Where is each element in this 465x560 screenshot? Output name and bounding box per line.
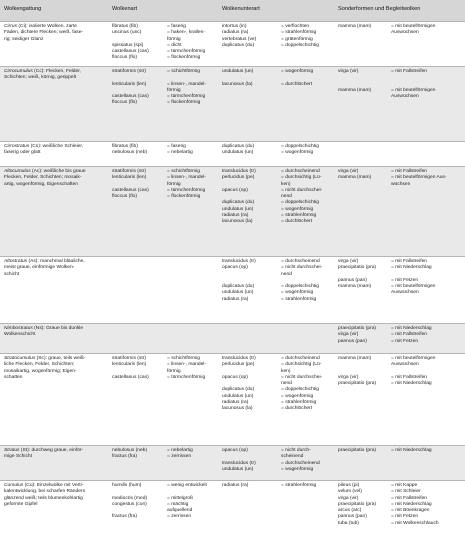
species-line (112, 454, 218, 460)
variety-line (222, 219, 342, 225)
genus-cell (4, 69, 106, 82)
features-cell (338, 483, 464, 527)
genus-description-line: liche Flecken, Felder, Schichten; (4, 362, 75, 368)
genus-description-line: faserig oder glatt (4, 150, 41, 156)
feature-term: praecipitatio (pra) (338, 448, 377, 453)
feature-term: praecipitatio (pra) (338, 265, 377, 271)
species-line (112, 100, 218, 106)
variety-term: undulatus (un) (222, 69, 254, 74)
feature-term: virga (vir) (338, 259, 359, 264)
variety-term: lacunosus (la) (222, 219, 253, 225)
feature-term: praecipitatio (pra) (338, 501, 377, 507)
variety-term: translucidus (tr) (222, 259, 256, 264)
feature-line (338, 521, 464, 527)
variety-meaning: = strahlenförmig (281, 483, 317, 488)
variety-meaning: = nicht durchschei- (281, 265, 323, 271)
table-row (0, 21, 465, 66)
species-meaning: = schichtförmig (167, 169, 201, 174)
feature-term: mamma (mam) (338, 356, 372, 361)
variety-meaning: = wogenförmig (281, 150, 314, 156)
variety-meaning: = durchsichtig (Lü- (281, 175, 322, 181)
variety-term: undulatus (un) (222, 150, 254, 156)
variety-meaning: = doppelschichtig (281, 284, 319, 290)
feature-line (338, 381, 464, 387)
species-term: floccus (flo) (112, 194, 138, 200)
variety-meaning: = wogenförmig (281, 466, 314, 472)
table-row (0, 166, 465, 256)
genus-description-line: Cirrostratus (Cs): weißliche Schleier, (4, 144, 84, 149)
header-features: Sonderformen und Begleitwolken (338, 6, 421, 12)
variety-term: duplicatus (du) (222, 144, 255, 149)
variety-meaning: = durchsichtig (Lü- (281, 362, 322, 368)
feature-term: pannus (pan) (338, 277, 367, 283)
table-row (0, 480, 465, 560)
feature-meaning: = mit beutelförmigen Aus- (391, 175, 447, 181)
species-term: stratiformis (str) (112, 356, 146, 361)
species-cell (112, 483, 218, 521)
genus-description-line: schatten (4, 374, 23, 380)
species-meaning: = schichtförmig (167, 356, 201, 361)
variety-meaning: = durchscheinend (281, 169, 320, 174)
variety-term: translucidus (tr) (222, 169, 256, 174)
variety-meaning: = grätenförmig (281, 36, 313, 42)
species-term: castellanus (cas) (112, 187, 149, 193)
species-term: uncinus (unc) (112, 30, 142, 36)
variety-meaning: = durchlöchert (281, 81, 313, 87)
genus-cell (4, 24, 106, 43)
features-cell (338, 259, 464, 297)
genus-description-line: Cumulus (Cu): Einzelwolke mit Verti- (4, 483, 84, 488)
feature-meaning: = mit Niederschlag (391, 501, 432, 507)
genus-name: Nimbostratus (4, 326, 33, 331)
species-meaning: = türmchenförmig (167, 94, 206, 100)
variety-meaning: = strahlenförmig (281, 400, 317, 406)
species-term: castellanus (cas) (112, 49, 149, 55)
genus-description-line: Cirrus (Ci): isolierte Wolken, zarte (4, 24, 78, 29)
species-meaning: = faserig (167, 144, 186, 149)
genus-name: Altocumulus (4, 169, 31, 174)
species-meaning: förmig (167, 87, 181, 93)
genus-description-line: artig, wogenförmig, Eigenschaften (4, 181, 78, 187)
variety-term: undulatus (un) (222, 206, 254, 212)
variety-term: undulatus (un) (222, 290, 254, 296)
variety-term: radiatus (ra) (222, 213, 249, 219)
feature-term: mamma (mam) (338, 24, 372, 29)
feature-meaning: = mit beutelförmigen (391, 24, 436, 29)
feature-term: praecipitatio (pra) (338, 326, 377, 331)
table-row (0, 323, 465, 353)
variety-line (222, 406, 342, 412)
species-meaning: aufquellend (167, 508, 193, 514)
species-meaning: = zerrissen (167, 514, 192, 520)
species-meaning: = mächtig (167, 501, 189, 507)
variety-line (222, 467, 342, 473)
feature-line (338, 448, 464, 454)
row-divider (0, 445, 465, 446)
species-meaning: = flockenförmig (167, 55, 201, 61)
feature-meaning: Auswüchsen (391, 290, 419, 296)
feature-term: virga (vir) (338, 495, 359, 501)
genus-cell (4, 259, 106, 278)
row-divider (0, 353, 465, 354)
genus-description-line: Nimbostratus (Ns): Graue bis dunkle (4, 326, 84, 331)
variety-meaning: = verflochten (281, 24, 310, 29)
variety-meaning: = doppelschichtig (281, 200, 319, 206)
variety-cell (222, 448, 342, 473)
variety-term: translucidus (tr) (222, 356, 256, 361)
feature-term: mamma (mam) (338, 87, 372, 93)
variety-term: opacus (op) (222, 187, 248, 193)
species-meaning: förmig (167, 181, 181, 187)
variety-term: intortus (in) (222, 24, 247, 29)
species-meaning: = türmchenförmig (167, 49, 206, 55)
feature-meaning: = mit Fallstreifen (391, 259, 428, 264)
feature-term: mamma (mam) (338, 175, 372, 181)
variety-term: duplicatus (du) (222, 284, 255, 290)
variety-term: duplicatus (du) (222, 387, 255, 393)
variety-term: opacus (op) (222, 265, 248, 271)
header-variety: Wolkenunterart (222, 6, 260, 12)
genus-description-line: mosaikartig, wogenförmig; Eigen- (4, 368, 77, 374)
species-meaning: = nebelartig (167, 448, 193, 453)
feature-meaning: = mit Niederschlag (391, 381, 432, 387)
variety-term: duplicatus (du) (222, 42, 255, 48)
variety-meaning: = doppelschichtig (281, 42, 319, 48)
genus-description-line: meist graue, einförmige Wolken- (4, 265, 75, 271)
variety-meaning: = doppelschichtig (281, 144, 319, 149)
variety-cell (222, 259, 342, 303)
feature-line (338, 94, 464, 100)
genus-description-line: Cirrocumulus (Cc): Flecken, Felder, (4, 69, 81, 74)
variety-term: radiatus (ra) (222, 483, 249, 488)
genus-description-line: Altocumulus (Ac): weißliche bis graue (4, 169, 86, 174)
feature-meaning: = mit Schleier (391, 489, 421, 495)
feature-meaning: wüchsen (391, 181, 411, 187)
genus-cell (4, 144, 106, 157)
genus-description-line: mige Schicht (4, 454, 32, 460)
table-row (0, 353, 465, 445)
species-term: congestus (con) (112, 501, 147, 507)
header-genus: Wolkengattung (4, 6, 42, 12)
row-divider (0, 256, 465, 257)
row-divider (0, 141, 465, 142)
species-line (112, 55, 218, 61)
variety-cell (222, 144, 342, 157)
variety-cell (222, 169, 342, 226)
species-cell (112, 69, 218, 107)
species-term: spissatus (spi) (112, 42, 144, 48)
feature-term: arcus (arc) (338, 508, 362, 514)
variety-line (222, 483, 342, 489)
species-term: humilis (hum) (112, 483, 142, 488)
species-term: nebulosus (neb) (112, 448, 148, 453)
variety-term: radiatus (ra) (222, 30, 249, 36)
species-meaning: = nebelartig (167, 150, 193, 156)
genus-cell (4, 483, 106, 508)
variety-term: radiatus (ra) (222, 296, 249, 302)
species-term: stratiformis (str) (112, 69, 146, 74)
table-row (0, 141, 465, 166)
features-cell (338, 326, 464, 345)
genus-description-line: Stratus (St): durchweg graue, einför- (4, 448, 84, 453)
species-meaning: = wenig entwickelt (167, 483, 207, 488)
genus-description-line: rig; seidiger Glanz (4, 36, 44, 42)
feature-meaning: = mit Fetzen (391, 277, 419, 283)
genus-name: Cumulus (4, 483, 24, 488)
variety-line (222, 297, 342, 303)
variety-meaning: = nicht durch- (281, 448, 311, 453)
feature-meaning: Auswüchsen (391, 30, 419, 36)
feature-line (338, 182, 464, 188)
variety-term: radiatus (ra) (222, 400, 249, 406)
genus-name: Stratocumulus (4, 356, 36, 361)
genus-name: Cirrus (4, 24, 18, 29)
variety-line (222, 43, 342, 49)
variety-meaning: = wogenförmig (281, 393, 314, 399)
genus-name: Stratus (4, 448, 20, 453)
variety-meaning: = strahlenförmig (281, 30, 317, 36)
species-meaning: förmig (167, 368, 181, 374)
species-cell (112, 356, 218, 381)
species-meaning: = schichtförmig (167, 69, 201, 74)
species-meaning: = linsen-, mandel- (167, 362, 207, 368)
variety-meaning: scheinend (281, 454, 304, 460)
variety-line (222, 150, 342, 156)
genus-name: Cirrocumulus (4, 69, 33, 74)
variety-meaning: ken) (281, 181, 291, 187)
genus-cell (4, 448, 106, 461)
species-cell (112, 24, 218, 62)
variety-meaning: = nicht durchschei- (281, 187, 323, 193)
variety-meaning: = durchscheinend (281, 356, 320, 361)
feature-meaning: = mit Fetzen (391, 514, 419, 520)
variety-meaning: nend (281, 194, 292, 200)
feature-line (338, 339, 464, 345)
variety-meaning: = durchscheinend (281, 259, 320, 264)
variety-term: opacus (op) (222, 374, 248, 380)
feature-term: virga (vir) (338, 169, 359, 174)
variety-meaning: = strahlenförmig (281, 296, 317, 302)
species-term: fibratus (fib) (112, 24, 138, 29)
variety-meaning: = wogenförmig (281, 290, 314, 296)
variety-meaning: nend (281, 381, 292, 387)
genus-name: Altostratus (4, 259, 28, 264)
feature-meaning: = mit Kappe (391, 483, 418, 488)
species-meaning: förmig (167, 36, 181, 42)
feature-meaning: Auswüchsen (391, 362, 419, 368)
feature-meaning: = mit Fallstreifen (391, 69, 428, 74)
variety-meaning: = durchscheinend (281, 460, 320, 466)
variety-term: undulatus (un) (222, 393, 254, 399)
genus-description-line: Flecken, Felder, Schichten; mosaik- (4, 175, 82, 181)
feature-term: velum (vel) (338, 489, 362, 495)
species-term: floccus (flo) (112, 55, 138, 61)
species-term: mediocris (med) (112, 495, 148, 501)
table-header (0, 0, 465, 21)
species-term: fibratus (fib) (112, 144, 138, 149)
feature-meaning: = mit beutelförmigen (391, 356, 436, 361)
header-species: Wolkenart (112, 6, 138, 12)
species-meaning: = türmchenförmig (167, 374, 206, 380)
species-meaning: = zerrissen (167, 454, 192, 460)
genus-description-line: Fäden, dichtere Flecken; weiß, fase- (4, 30, 84, 36)
genus-cell (4, 326, 106, 339)
feature-meaning: = mit Niederschlag (391, 326, 432, 331)
species-line (112, 150, 218, 156)
variety-cell (222, 24, 342, 49)
genus-description-line: glänzend weiß; teils blumenkohlartig (4, 495, 83, 501)
species-meaning: = flockenförmig (167, 100, 201, 106)
table-row (0, 66, 465, 141)
features-cell (338, 69, 464, 100)
feature-meaning: = mit Niederschlag (391, 448, 432, 453)
feature-meaning: = mit beutelförmigen (391, 284, 436, 290)
variety-term: translucidus (tr) (222, 460, 256, 466)
variety-line (222, 82, 342, 88)
species-meaning: = türmchenförmig (167, 187, 206, 193)
features-cell (338, 169, 464, 188)
species-meaning: = flockenförmig (167, 194, 201, 200)
species-term: castellanus (cas) (112, 374, 149, 380)
species-term: castellanus (cas) (112, 94, 149, 100)
table-row (0, 256, 465, 323)
feature-meaning: = mit Niederschlag (391, 265, 432, 271)
variety-meaning: = durchlöchert (281, 219, 313, 225)
genus-description-line: Stratocumulus (Sc): graue, teils weiß- (4, 356, 86, 361)
species-line (112, 375, 218, 381)
genus-description-line: schicht (4, 271, 20, 277)
species-term: fractus (fra) (112, 454, 138, 460)
feature-term: praecipitatio (pra) (338, 381, 377, 387)
genus-cell (4, 169, 106, 188)
row-divider (0, 166, 465, 167)
feature-term: virga (vir) (338, 374, 359, 380)
variety-cell (222, 69, 342, 88)
row-divider (0, 66, 465, 67)
variety-meaning: = durchlöchert (281, 406, 313, 412)
variety-meaning: = wogenförmig (281, 69, 314, 74)
genus-description-line: Altostratus (As): manchmal bläuliche, (4, 259, 85, 264)
genus-name: Cirrostratus (4, 144, 30, 149)
feature-term: virga (vir) (338, 69, 359, 74)
genus-description-line: Wolkenschicht (4, 332, 36, 338)
variety-meaning: = wogenförmig (281, 206, 314, 212)
feature-meaning: Auswüchsen (391, 94, 419, 100)
feature-meaning: = mit beutelförmigen (391, 87, 436, 93)
variety-meaning: = doppelschichtig (281, 387, 319, 393)
species-term: floccus (flo) (112, 100, 138, 106)
species-meaning: = mittelgroß (167, 495, 193, 501)
features-cell (338, 24, 464, 37)
variety-term: undulatus (un) (222, 466, 254, 472)
features-cell (338, 356, 464, 387)
variety-cell (222, 483, 342, 489)
feature-meaning: = mit Fallstreifen (391, 495, 428, 501)
variety-term: opacus (op) (222, 448, 248, 453)
genus-description-line: geformte Gipfel (4, 501, 38, 507)
feature-term: mamma (mam) (338, 284, 372, 290)
variety-cell (222, 356, 342, 413)
feature-line (338, 30, 464, 36)
species-term: lenticularis (len) (112, 175, 147, 181)
genus-description-line: kalentwicklung, bei scharfen Rändern (4, 489, 86, 495)
variety-term: perlucidus (pe) (222, 362, 255, 368)
species-meaning: = faserig (167, 24, 186, 29)
species-line (112, 514, 218, 520)
row-divider (0, 21, 465, 22)
feature-meaning: = mit Wolkenschlauch (391, 520, 439, 526)
species-cell (112, 448, 218, 461)
species-term: lenticularis (len) (112, 362, 147, 368)
feature-meaning: = mit Fallstreifen (391, 169, 428, 174)
variety-term: duplicatus (du) (222, 200, 255, 206)
row-divider (0, 323, 465, 324)
species-term: fractus (fra) (112, 514, 138, 520)
species-meaning: = linsen-, mandel- (167, 81, 207, 87)
feature-line (338, 290, 464, 296)
variety-term: vertebratus (ve) (222, 36, 257, 42)
feature-meaning: = mit Fallstreifen (391, 374, 428, 380)
features-cell (338, 448, 464, 454)
species-line (112, 194, 218, 200)
feature-meaning: = mit Fallstreifen (391, 332, 428, 338)
variety-meaning: ken) (281, 368, 291, 374)
feature-meaning: = mit Böenkragen (391, 508, 430, 514)
variety-meaning: = strahlenförmig (281, 213, 317, 219)
variety-meaning: nend (281, 271, 292, 277)
row-divider (0, 480, 465, 481)
feature-term: pileus (pi) (338, 483, 360, 488)
species-meaning: = haken-, krallen- (167, 30, 205, 36)
feature-term: pannus (pan) (338, 338, 367, 344)
genus-cell (4, 356, 106, 381)
variety-term: perlucidus (pe) (222, 175, 255, 181)
species-meaning: = linsen-, mandel- (167, 175, 207, 181)
table-row (0, 445, 465, 480)
species-term: nebulosus (neb) (112, 150, 148, 156)
variety-term: lacunosus (la) (222, 81, 253, 87)
species-cell (112, 169, 218, 200)
feature-term: virga (vir) (338, 332, 359, 338)
variety-term: lacunosus (la) (222, 406, 253, 412)
feature-term: pannus (pan) (338, 514, 367, 520)
species-meaning: = dicht (167, 42, 182, 48)
variety-meaning: = nicht durchschei- (281, 374, 323, 380)
genus-description-line: Schichten; weiß, körnig, gerippelt (4, 75, 77, 81)
feature-term: tuba (tub) (338, 520, 359, 526)
species-cell (112, 144, 218, 157)
feature-meaning: = mit Fetzen (391, 338, 419, 344)
species-term: stratiformis (str) (112, 169, 146, 174)
species-term: lenticularis (len) (112, 81, 147, 87)
